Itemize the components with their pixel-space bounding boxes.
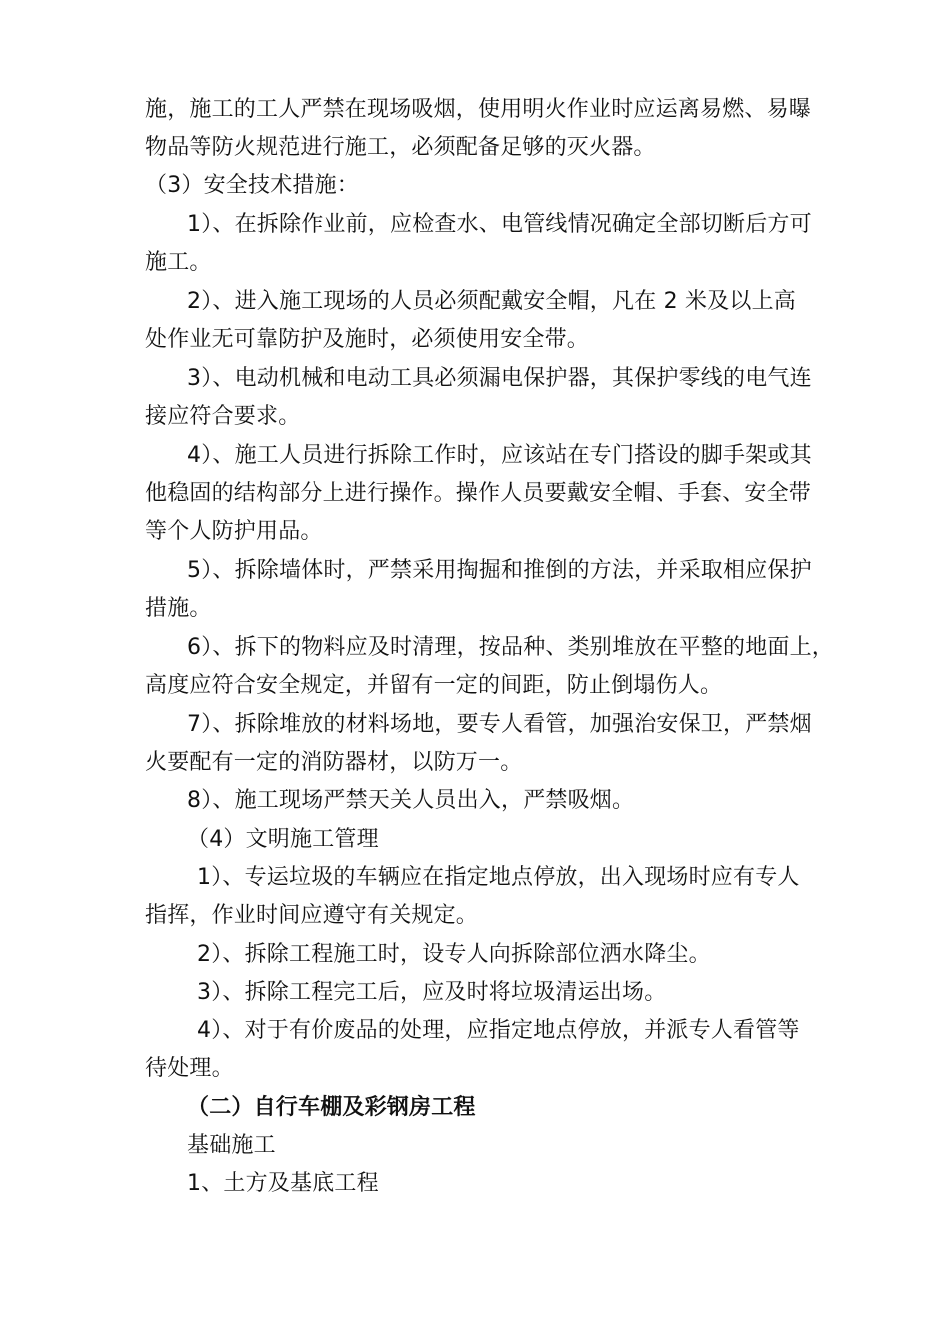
paragraph-line: 高度应符合安全规定，并留有一定的间距，防止倒塌伤人。 [145, 673, 723, 698]
list-item: 5）、拆除墙体时，严禁采用掏掘和推倒的方法，并采取相应保护 [187, 558, 812, 583]
paragraph-line: 物品等防火规范进行施工，必须配备足够的灭火器。 [145, 135, 656, 160]
list-item: 3）、拆除工程完工后，应及时将垃圾清运出场。 [197, 980, 667, 1005]
list-item: 6）、拆下的物料应及时清理，按品种、类别堆放在平整的地面上， [187, 635, 834, 660]
subheading: 1、土方及基底工程 [187, 1171, 379, 1196]
paragraph-line: 施工。 [145, 250, 212, 275]
paragraph-line: 待处理。 [145, 1056, 234, 1081]
paragraph-line: 火要配有一定的消防器材，以防万一。 [145, 750, 523, 775]
list-item: 4）、对于有价废品的处理，应指定地点停放，并派专人看管等 [197, 1018, 800, 1043]
list-item: 4）、施工人员进行拆除工作时，应该站在专门搭设的脚手架或其 [187, 443, 812, 468]
paragraph-line: 施，施工的工人严禁在现场吸烟，使用明火作业时应运离易燃、易曝 [145, 97, 812, 122]
list-item: 7）、拆除堆放的材料场地，要专人看管，加强治安保卫，严禁烟 [187, 712, 812, 737]
paragraph-line: 措施。 [145, 596, 212, 621]
list-item: 1）、专运垃圾的车辆应在指定地点停放，出入现场时应有专人 [197, 865, 800, 890]
paragraph-line: 接应符合要求。 [145, 404, 301, 429]
list-item: 3）、电动机械和电动工具必须漏电保护器，其保护零线的电气连 [187, 366, 812, 391]
paragraph-line: 他稳固的结构部分上进行操作。操作人员要戴安全帽、手套、安全带 [145, 481, 812, 506]
subheading: 基础施工 [187, 1133, 276, 1158]
section-heading: （3）安全技术措施： [145, 173, 359, 198]
list-item: 2）、进入施工现场的人员必须配戴安全帽，凡在 2 米及以上高 [187, 289, 796, 314]
list-item: 2）、拆除工程施工时，设专人向拆除部位洒水降尘。 [197, 942, 711, 967]
paragraph-line: 处作业无可靠防护及施时，必须使用安全带。 [145, 327, 590, 352]
paragraph-line: 指挥，作业时间应遵守有关规定。 [145, 903, 479, 928]
section-heading: （4）文明施工管理 [187, 827, 379, 852]
list-item: 1）、在拆除作业前，应检查水、电管线情况确定全部切断后方可 [187, 212, 812, 237]
chapter-heading: （二）自行车棚及彩钢房工程 [187, 1095, 476, 1120]
paragraph-line: 等个人防护用品。 [145, 519, 323, 544]
list-item: 8）、施工现场严禁天关人员出入，严禁吸烟。 [187, 788, 635, 813]
